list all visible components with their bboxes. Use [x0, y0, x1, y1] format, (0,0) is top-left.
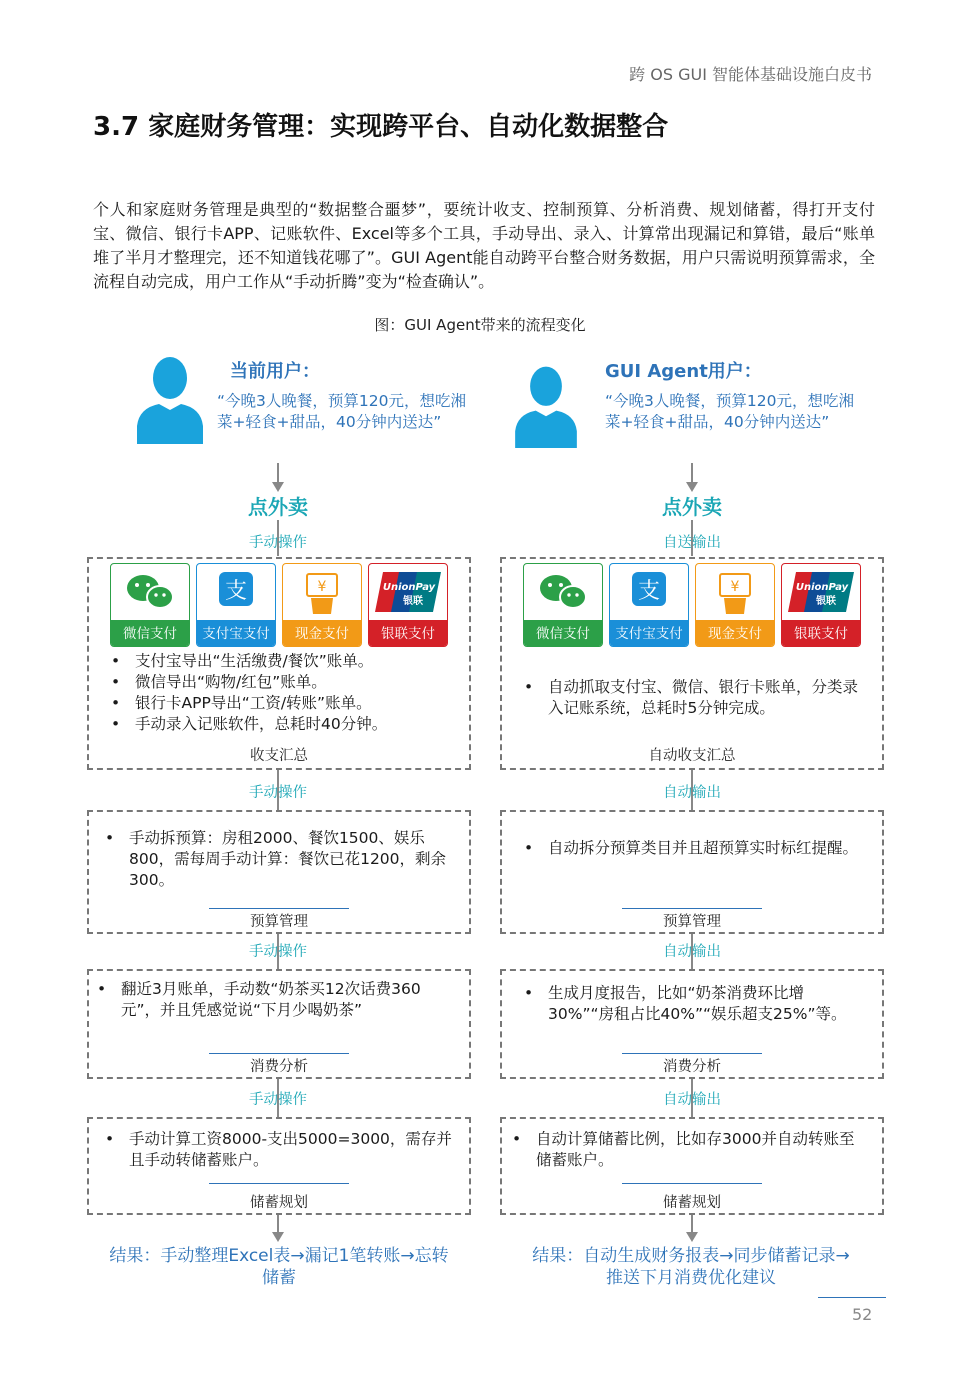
- right-mode-1: 自送输出: [663, 535, 721, 551]
- wechat-pay-tile: [110, 563, 190, 647]
- payment-label: 现金支付: [283, 620, 361, 647]
- left-box2-label: 预算管理: [250, 914, 308, 930]
- bullet-item: • 自动计算储蓄比例，比如存3000并自动转账至储蓄账户。: [510, 1129, 860, 1171]
- svg-text:¥: ¥: [730, 579, 740, 595]
- left-box4-bullets: [103, 1129, 453, 1171]
- svg-text:UnionPay: UnionPay: [795, 582, 849, 593]
- bullet-item: • 自动拆分预算类目并且超预算实时标红提醒。: [522, 838, 862, 859]
- left-box3-bullets: [95, 979, 455, 1021]
- right-mode-3: 自动输出: [663, 944, 721, 960]
- right-box-budget: [500, 810, 884, 934]
- flow-connector: [277, 1215, 279, 1233]
- right-box1-label: 自动收支汇总: [648, 748, 736, 764]
- left-box-income-summary: [87, 557, 471, 770]
- current-user-label: 当前用户：: [230, 361, 320, 382]
- payment-label: 银联支付: [369, 620, 447, 647]
- alipay-tile: [609, 563, 689, 647]
- alipay-icon: [610, 564, 688, 620]
- right-box2-bullets: [522, 838, 862, 859]
- left-box-budget: [87, 810, 471, 934]
- right-mode-2: 自动输出: [663, 785, 721, 801]
- payment-label: 微信支付: [524, 620, 602, 647]
- svg-text:UnionPay: UnionPay: [382, 582, 436, 593]
- left-mode-3: 手动操作: [249, 944, 307, 960]
- payment-label: 银联支付: [782, 620, 860, 647]
- left-mode-2: 手动操作: [249, 785, 307, 801]
- payment-label: 支付宝支付: [197, 620, 275, 647]
- label-underline: [209, 1183, 349, 1184]
- alipay-tile: [196, 563, 276, 647]
- agent-user-quote: “今晚3人晚餐，预算120元，想吃湘菜+轻食+甜品，40分钟内送达”: [605, 392, 854, 431]
- payment-label: 现金支付: [696, 620, 774, 647]
- running-header: 跨 OS GUI 智能体基础设施白皮书: [629, 65, 872, 84]
- unionpay-tile: [781, 563, 861, 647]
- cash-icon: [696, 564, 774, 620]
- page-number: 52: [852, 1305, 873, 1324]
- bullet-item: • 生成月度报告，比如“奶茶消费环比增30%”“房租占比40%”“娱乐超支25%”等。: [522, 983, 862, 1025]
- label-underline: [622, 1183, 762, 1184]
- right-box-consumption: [500, 969, 884, 1079]
- left-box3-label: 消费分析: [250, 1059, 308, 1075]
- label-underline: [209, 908, 349, 909]
- user-avatar-icon: [135, 352, 205, 444]
- right-box2-label: 预算管理: [663, 914, 721, 930]
- right-box4-bullets: [510, 1129, 860, 1171]
- left-mode-1: 手动操作: [249, 535, 307, 551]
- intro-paragraph: 个人和家庭财务管理是典型的“数据整合噩梦”，要统计收支、控制预算、分析消费、规划储蓄，得打开支付宝、微信、银行卡APP、记账软件、Excel等多个工具，手动导出、录入、计算常出现漏记和算错，最后“账单堆了半月才整理完，还不知道钱花哪了”。GUI Agent能自动跨平台整合财务数据，用户只需说明预算需求，全流程自动完成，用户工作从“手动折腾”变为“检查确认”。: [93, 200, 875, 291]
- left-box1-label: 收支汇总: [250, 748, 308, 764]
- bullet-item: • 支付宝导出“生活缴费/餐饮”账单。: [109, 651, 459, 672]
- left-mode-4: 手动操作: [249, 1092, 307, 1108]
- wechat-pay-icon: [111, 564, 189, 620]
- unionpay-icon: [369, 564, 447, 620]
- cash-icon: [283, 564, 361, 620]
- label-underline: [209, 1053, 349, 1054]
- svg-text:银联: 银联: [403, 596, 423, 607]
- unionpay-icon: [782, 564, 860, 620]
- section-title: 3.7 家庭财务管理：实现跨平台、自动化数据整合: [93, 112, 669, 142]
- flow-arrow: [686, 1232, 698, 1242]
- right-result: 结果：自动生成财务报表→同步储蓄记录→推送下月消费优化建议: [532, 1246, 850, 1288]
- bullet-item: • 手动拆预算：房租2000、餐饮1500、娱乐800，需每周手动计算：餐饮已花1200，剩余300。: [103, 828, 453, 891]
- flow-arrow: [272, 1232, 284, 1242]
- payment-label: 支付宝支付: [610, 620, 688, 647]
- alipay-icon: [197, 564, 275, 620]
- label-underline: [622, 908, 762, 909]
- page-number-rule: [818, 1297, 886, 1298]
- bullet-item: • 手动录入记账软件，总耗时40分钟。: [109, 714, 459, 735]
- right-box-income-summary: [500, 557, 884, 770]
- left-box-savings: [87, 1117, 471, 1215]
- current-user-quote: “今晚3人晚餐，预算120元，想吃湘菜+轻食+甜品，40分钟内送达”: [217, 392, 466, 431]
- right-box3-bullets: [522, 983, 862, 1025]
- flow-connector: [277, 463, 279, 483]
- right-box1-bullets: [522, 677, 867, 719]
- svg-text:银联: 银联: [816, 596, 836, 607]
- unionpay-tile: [368, 563, 448, 647]
- right-mode-4: 自动输出: [663, 1092, 721, 1108]
- left-result: 结果：手动整理Excel表→漏记1笔转账→忘转储蓄: [109, 1246, 449, 1288]
- flow-connector: [691, 1215, 693, 1233]
- bullet-item: • 自动抓取支付宝、微信、银行卡账单，分类录入记账系统，总耗时5分钟完成。: [522, 677, 867, 719]
- bullet-item: • 银行卡APP导出“工资/转账”账单。: [109, 693, 459, 714]
- svg-text:支: 支: [637, 579, 661, 604]
- bullet-item: • 微信导出“购物/红包”账单。: [109, 672, 459, 693]
- agent-user-avatar-icon: [511, 362, 581, 448]
- agent-user-label: GUI Agent用户：: [605, 361, 762, 382]
- left-box-consumption: [87, 969, 471, 1079]
- payment-label: 微信支付: [111, 620, 189, 647]
- left-box1-bullets: [109, 651, 459, 735]
- cash-tile: [282, 563, 362, 647]
- svg-text:支: 支: [224, 579, 248, 604]
- wechat-pay-tile: [523, 563, 603, 647]
- flow-connector: [691, 463, 693, 483]
- svg-text:¥: ¥: [317, 579, 327, 595]
- left-box2-bullets: [103, 828, 453, 891]
- bullet-item: • 手动计算工资8000-支出5000=3000，需存并且手动转储蓄账户。: [103, 1129, 453, 1171]
- left-box4-label: 储蓄规划: [250, 1195, 308, 1211]
- bullet-item: • 翻近3月账单，手动数“奶茶买12次话费360元”，并且凭感觉说“下月少喝奶茶”: [95, 979, 455, 1021]
- right-topic: 点外卖: [662, 495, 722, 519]
- label-underline: [622, 1053, 762, 1054]
- cash-tile: [695, 563, 775, 647]
- right-box3-label: 消费分析: [663, 1059, 721, 1075]
- right-box4-label: 储蓄规划: [663, 1195, 721, 1211]
- left-topic: 点外卖: [248, 495, 308, 519]
- right-box-savings: [500, 1117, 884, 1215]
- wechat-pay-icon: [524, 564, 602, 620]
- figure-caption: 图：GUI Agent带来的流程变化: [374, 316, 586, 334]
